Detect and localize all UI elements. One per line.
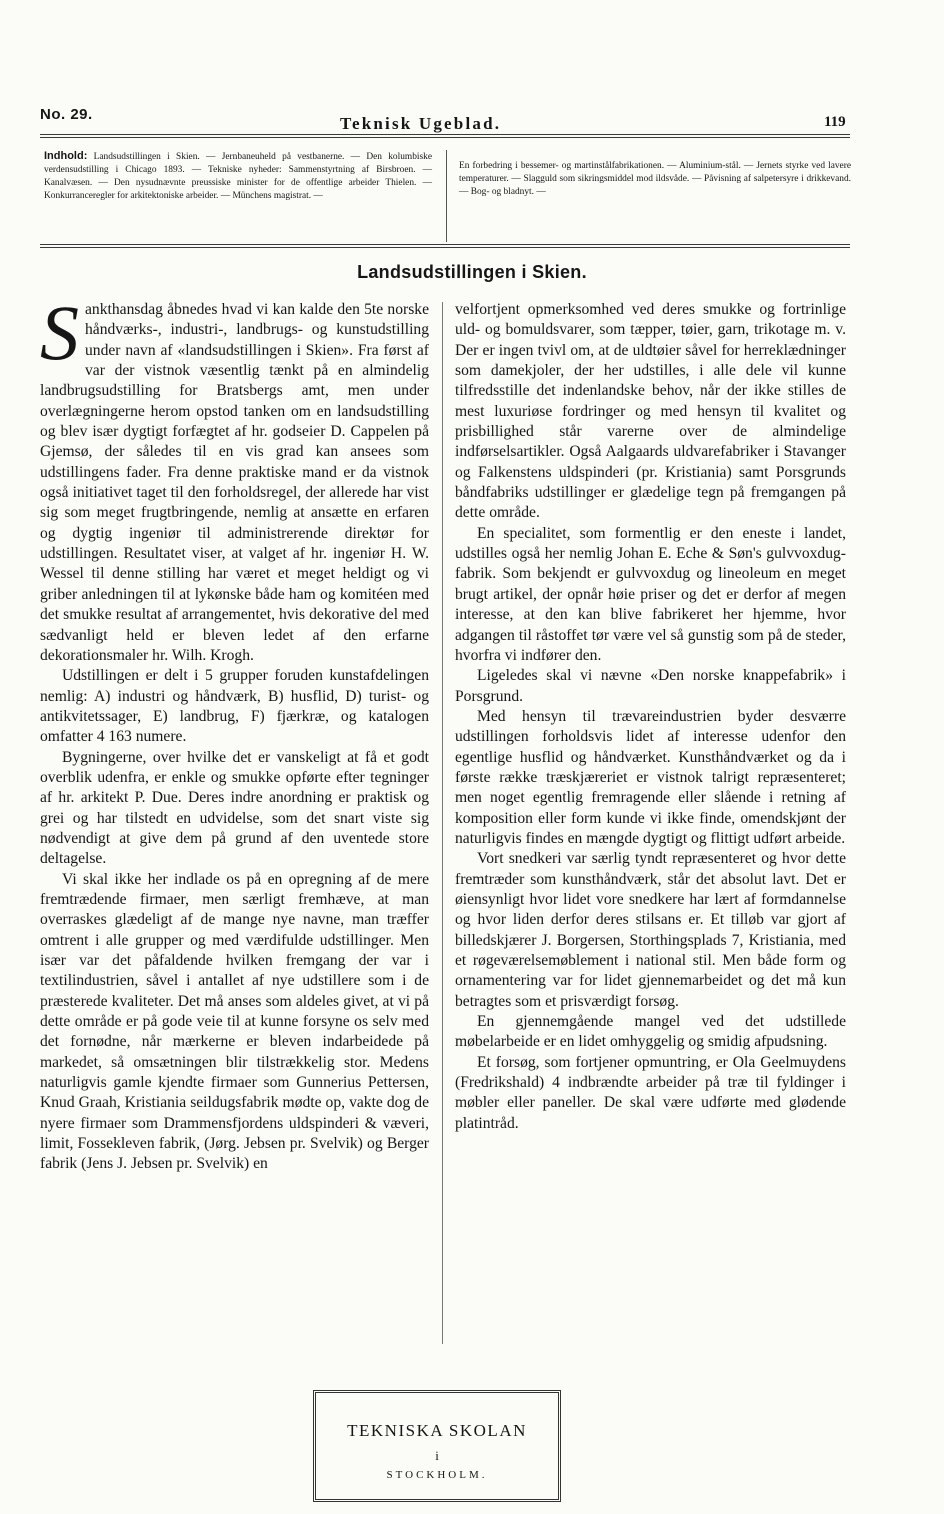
paragraph [40, 289, 429, 666]
page-number: 119 [824, 114, 846, 130]
issue-number: No. 29. [40, 106, 93, 123]
contents-divider [446, 150, 447, 242]
paragraph: Med hensyn til trævareindustrien byder desværre udstillingen forholdsvis lidet af interesse udenfor den egentlige husflid og håndværket. Kunsthåndværket og da i første række træskjæreriet er vistnok talrigt repræsenteret; men noget egentlig fremragende eller slående i retning af komposition eller form kunde vi ikke finde, omendskjønt der naturligvis findes en mængde dygtigt og flittigt udført arbeide. [455, 707, 846, 847]
paragraph: Vort snedkeri var særlig tyndt repræsenteret og hvor dette fremtræder som kunsthåndværk, står det absolut lavt. Det er øiensynligt hvor lidet vore snedkere har lært af formdannelse og hvor liden derfor deres stilsans er. Et tilløb var gjort af billedskjærer J. Borgersen, Storthingsplads 7, Kristiania, med et røgeværelsemøblement i national stil. Men både form og ornamentering var for lidet gjennemarbeidet og det må kun betragtes som et prisværdigt forsøg. [455, 850, 846, 1010]
paragraph: Udstillingen er delt i 5 grupper foruden kunstafdelingen nemlig: A) industri og håndværk, B) husflid, D) turist- og antikvitetssager, E) landbrug, F) fjærkræ, og katalogen omfatter 4 163 numere. [40, 667, 429, 746]
column-left [40, 289, 429, 1175]
column-right [455, 300, 846, 1134]
paragraph: velfortjent opmerksomhed ved deres smukke og fortrinlige uld- og bomuldsvarer, som tæpper, tøier, garn, trikotage m. v. Der er ingen tvivl om, at de uldtøier såvel for herreklædninger som damekjoler, der her udstilles, i alle dele vil kunne tilfredsstille det indenlandske behov, når der ikke stilles de mest luxuriøse fordringer og med hensyn til kvalitet og prisbillighed står varerne over de almindelige indførselsartikler. Også Aalgaards uldvarefabriker i Stavanger og Falkenstens uldspinderi (pr. Kristiania) samt Porsgrunds båndfabriks udstillinger er glædelige tegn på fremgangen på dette område. [455, 301, 846, 522]
column-divider [442, 302, 443, 1344]
contents-left [44, 150, 432, 203]
dropcap-letter: S [40, 289, 79, 376]
stamp-line: i [435, 1448, 439, 1463]
header-rule [40, 134, 850, 135]
contents-left-text: Landsudstillingen i Skien. — Jernbaneuheld på vestbanerne. — Den kolumbiske verdensudstilling i Chicago 1893. — Tekniske nyheder: Sammenstyrtning af Birsbroen. — Kanalvæsen. — Den nysudnævnte preussiske minister for de offentlige arbeider Thielen. — Konkurranceregler for arkitektoniske arbeider. — Münchens magistrat. — [44, 152, 432, 201]
contents-right [459, 160, 851, 199]
library-stamp [313, 1390, 561, 1502]
contents-label: Indhold: [44, 150, 88, 162]
paragraph: Ligeledes skal vi nævne «Den norske knappefabrik» i Porsgrund. [455, 667, 846, 705]
paragraph: Et forsøg, som fortjener opmuntring, er Ola Geelmuydens (Fredrikshald) 4 indbrændte arbeider på træ til fyldinger i møbler eller paneller. De skal være udførte med glødende platintråd. [455, 1053, 846, 1132]
paragraph: En specialitet, som formentlig er den eneste i landet, udstilles også her nemlig Johan E. Eche & Søn's gulvvoxdug-fabrik. Som bekjendt er gulvvoxdug og lineoleum en meget brugt artikel, der opnår høie priser og det er derfor af megen interesse, at den kan blive fabrikeret her hjemme, hvor adgangen til råstoffet tør være vel så gunstig som på de steder, hvorfra vi indfører den. [455, 524, 846, 664]
contents-right-text: En forbedring i bessemer- og martinstålfabrikationen. — Aluminium-stål. — Jernets styrke ved lavere temperaturer. — Slagguld som sikringsmiddel mod ildsvåde. — Påvisning af salpetersyre i drikkevand. — Bog- og bladnyt. — [459, 161, 851, 197]
journal-title: Teknisk Ugeblad. [340, 114, 502, 133]
header-rule-double [40, 137, 850, 138]
stamp-line: TEKNISKA SKOLAN [347, 1421, 527, 1440]
contents-rule [40, 244, 850, 245]
article-heading: Landsudstillingen i Skien. [357, 262, 587, 282]
stamp-line: STOCKHOLM. [386, 1469, 488, 1481]
paragraph: Vi skal ikke her indlade os på en opregning af de mere fremtrædende firmaer, men særligt fremhæve, at man overraskes glædeligt af de mange nye navne, man træffer omtrent i alle grupper og med værdifulde udstillinger. Men især var det påfaldende hvilken fremgang der var i textilindustrien, såvel i antallet af nye udstillere som i de præsterede kvaliteter. Det må anses som aldeles givet, at vi på dette område er på gode veie til at kunne forsyne os selv med det fornødne, når mærkerne er bleven indarbeidede på markedet, så omsætningen blir tilstrækkelig stor. Medens naturligvis gamle kjendte firmaer som Gunnerius Pettersen, Knud Graah, Kristiania seildugsfabrik mødte op, vakte dog de nyere firmaer som Drammensfjordens uldspinderi & væveri, limit, Fossekleven fabrik, (Jørg. Jebsen pr. Svelvik) og Berger fabrik (Jens J. Jebsen pr. Svelvik) en [40, 870, 429, 1173]
paragraph: Bygningerne, over hvilke det er vanskeligt at få et godt overblik udenfra, er enkle og smukke opførte efter tegninger af hr. arkitekt P. Due. Deres indre anordning er praktisk og grei og har tilstedt en udvidelse, som det snart viste sig nødvendigt at give dem på grund af den uventede store deltagelse. [40, 748, 429, 868]
contents-rule-double [40, 247, 850, 248]
paragraph: En gjennemgående mangel ved det udstillede møbelarbeide er en lidet omhyggelig og smidig afpudsning. [455, 1013, 846, 1051]
paragraph-text: ankthansdag åbnedes hvad vi kan kalde den 5te norske håndværks-, industri-, landbrugs- og kunstudstilling under navn af «landsudstillingen i Skien». Fra først af var der vistnok væsentlig tænkt på en almindelig landbrugsudstilling for Bratsbergs amt, men under overlægningerne herom opstod tanken om en landsudstilling og blev især dygtigt forfægtet af hr. godseier D. Cappelen på Gjemsø, der således til en vis grad kan ansees som udstillingens fader. Fra denne praktiske mand er da vistnok også initiativet taget til den forholdsregel, der allerede har vist sig som meget frugtbringende, nemlig at ansætte en erfaren og dygtig ingeniør til administrerende direktør for udstillingen. Resultatet viser, at valget af hr. ingeniør H. W. Wessel til denne stilling har været et meget heldigt og vi griber anledningen til at lykønske både ham og komitéen med det smukke resultat af arrangementet, hvis dekorative del med sædvanligt held er bleven ledet af den erfarne dekorationsmaler hr. Wilh. Krogh. [40, 301, 429, 664]
